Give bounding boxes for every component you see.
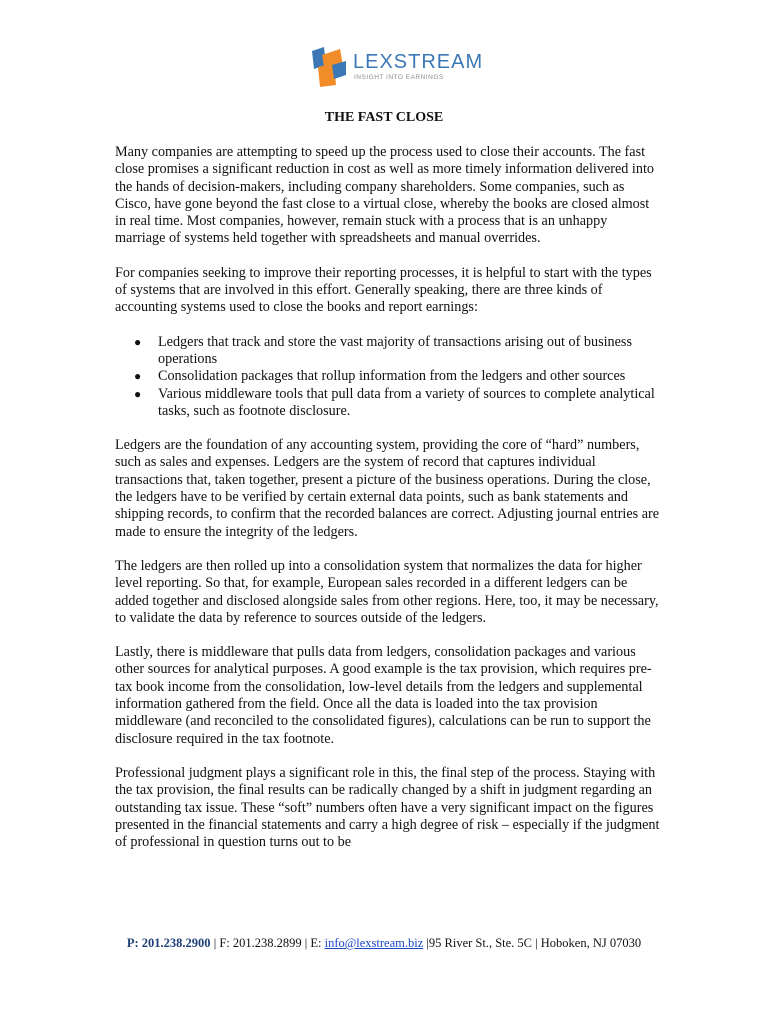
footer-address: |95 River St., Ste. 5C | Hoboken, NJ 07030 <box>423 936 642 950</box>
logo-tagline: INSIGHT INTO EARNINGS <box>354 74 444 81</box>
list-item-text: Consolidation packages that rollup information from the ledgers and other sources <box>158 368 626 385</box>
lexstream-logo-icon <box>310 45 348 89</box>
list-item-text: Various middleware tools that pull data from a variety of sources to complete analytical tasks, such as footnote disclosure. <box>158 385 655 419</box>
paragraph-judgment: Professional judgment plays a significant role in this, the final step of the process. Staying with the tax provision, the final results can be radically changed by a shift in judgment regarding an outstanding tax issue. These “soft” numbers often have a very significant impact on the figures presented in the financial statements and carry a high degree of risk – especially if the judgment of professional in question turns out to be <box>115 764 660 851</box>
footer-fax: | F: 201.238.2899 | E: <box>210 936 325 950</box>
paragraph-intro: Many companies are attempting to speed up the process used to close their accounts. The fast close promises a significant reduction in cost as well as more timely information delivered into the hands of decision-makers, including company shareholders. Some companies, such as Cisco, have gone beyond the fast close to a virtual close, whereby the books are closed almost in real time. Most companies, however, remain stuck with a process that is an unhappy marriage of systems held together with spreadsheets and manual overrides. <box>115 144 654 247</box>
list-item <box>134 333 660 369</box>
bullet-icon: ● <box>134 386 142 401</box>
bullet-icon: ● <box>134 369 142 384</box>
paragraph-ledgers: Ledgers are the foundation of any accounting system, providing the core of “hard” numbers, such as sales and expenses. Ledgers are the system of record that captures individual transactions that, taken together, present a picture of the business operations. During the close, the ledgers have to be verified by certain external data points, such as bank statements and shipping records, to confirm that the recorded balances are correct. Adjusting journal entries are made to ensure the integrity of the ledgers. <box>115 437 660 540</box>
paragraph-systems: For companies seeking to improve their reporting processes, it is helpful to start with the types of systems that are involved in this effort. Generally speaking, there are three kinds of accounting systems used to close the books and report earnings: <box>115 264 652 316</box>
document-body <box>115 144 660 868</box>
footer-phone: P: 201.238.2900 <box>126 936 211 950</box>
list-item-text: Ledgers that track and store the vast majority of transactions arising out of business operations <box>158 333 632 367</box>
systems-list <box>115 334 660 420</box>
logo-wordmark: LEXSTREAM <box>353 51 484 73</box>
contact-footer <box>0 936 768 951</box>
paragraph-consolidation: The ledgers are then rolled up into a consolidation system that normalizes the data for higher level reporting. So that, for example, European sales recorded in a different ledgers can be added together and disclosed alongside sales from other regions. Here, too, it may be necessary, to validate the data by reference to sources outside of the ledgers. <box>115 557 659 626</box>
footer-email-link[interactable]: info@lexstream.biz <box>324 936 424 950</box>
document-title: THE FAST CLOSE <box>324 110 444 125</box>
list-item <box>134 368 660 385</box>
paragraph-middleware: Lastly, there is middleware that pulls data from ledgers, consolidation packages and various other sources for analytical purposes. A good example is the tax provision, which requires pre-tax book income from the consolidation, low-level details from the ledgers and supplemental information gathered from the field. Once all the data is loaded into the tax provision middleware (and reconciled to the consolidated figures), calculations can be run to support the disclosure required in the tax footnote. <box>115 644 652 747</box>
bullet-icon: ● <box>134 334 142 349</box>
lexstream-logo <box>310 45 484 90</box>
list-item <box>134 385 660 421</box>
